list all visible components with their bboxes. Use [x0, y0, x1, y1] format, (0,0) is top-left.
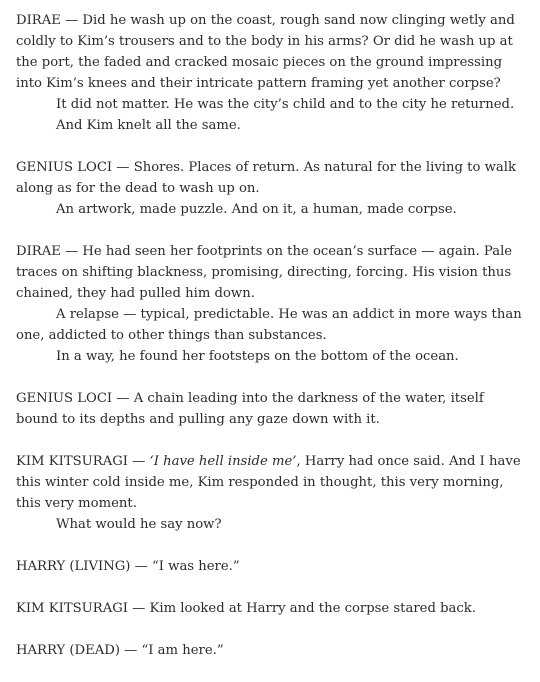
paragraph: DIRAE — He had seen her footprints on the ocean’s surface — again. Pale traces on shifting blackness, promising, directing, forcing. His vision thus chained, they had pulled him down.	[16, 244, 513, 301]
passage-kim-kitsuragi-2	[16, 598, 528, 619]
passage-dirae-1	[16, 10, 528, 136]
passage-harry-living	[16, 556, 528, 577]
paragraph: In a way, he found her footsteps on the bottom of the ocean.	[56, 349, 459, 364]
paragraph: And Kim knelt all the same.	[56, 118, 241, 133]
passage-genius-loci-2	[16, 388, 528, 430]
paragraph: It did not matter. He was the city’s child and to the city he returned.	[56, 97, 515, 112]
paragraph: What would he say now?	[56, 517, 222, 532]
paragraph	[16, 451, 528, 514]
passage-genius-loci-1	[16, 157, 528, 220]
paragraph: An artwork, made puzzle. And on it, a human, made corpse.	[56, 202, 457, 217]
paragraph: A relapse — typical, predictable. He was an addict in more ways than one, addicted to other things than substances.	[16, 307, 522, 343]
passage-kim-kitsuragi-1	[16, 451, 528, 535]
passage-dirae-2	[16, 241, 528, 367]
paragraph: GENIUS LOCI — A chain leading into the darkness of the water, itself bound to its depths and pulling any gaze down with it.	[16, 391, 484, 427]
paragraph: KIM KITSURAGI — Kim looked at Harry and the corpse stared back.	[16, 601, 476, 616]
italic-quote: ‘I have hell inside me’	[149, 454, 297, 469]
paragraph: HARRY (LIVING) — “I was here.”	[16, 559, 240, 574]
paragraph-rest: , Harry had once said. And I have this winter cold inside me, Kim responded in thought, this very morning, this very moment.	[16, 454, 521, 511]
paragraph: GENIUS LOCI — Shores. Places of return. As natural for the living to walk along as for the dead to wash up on.	[16, 160, 516, 196]
paragraph: HARRY (DEAD) — “I am here.”	[16, 643, 224, 658]
speaker-lead: KIM KITSURAGI —	[16, 454, 150, 469]
paragraph: DIRAE — Did he wash up on the coast, rough sand now clinging wetly and coldly to Kim’s trousers and to the body in his arms? Or did he wash up at the port, the faded and cracked mosaic pieces on the ground impressing into Kim’s knees and their intricate pattern framing yet another corpse?	[16, 13, 515, 91]
passage-harry-dead	[16, 640, 528, 661]
document-body	[16, 10, 528, 682]
